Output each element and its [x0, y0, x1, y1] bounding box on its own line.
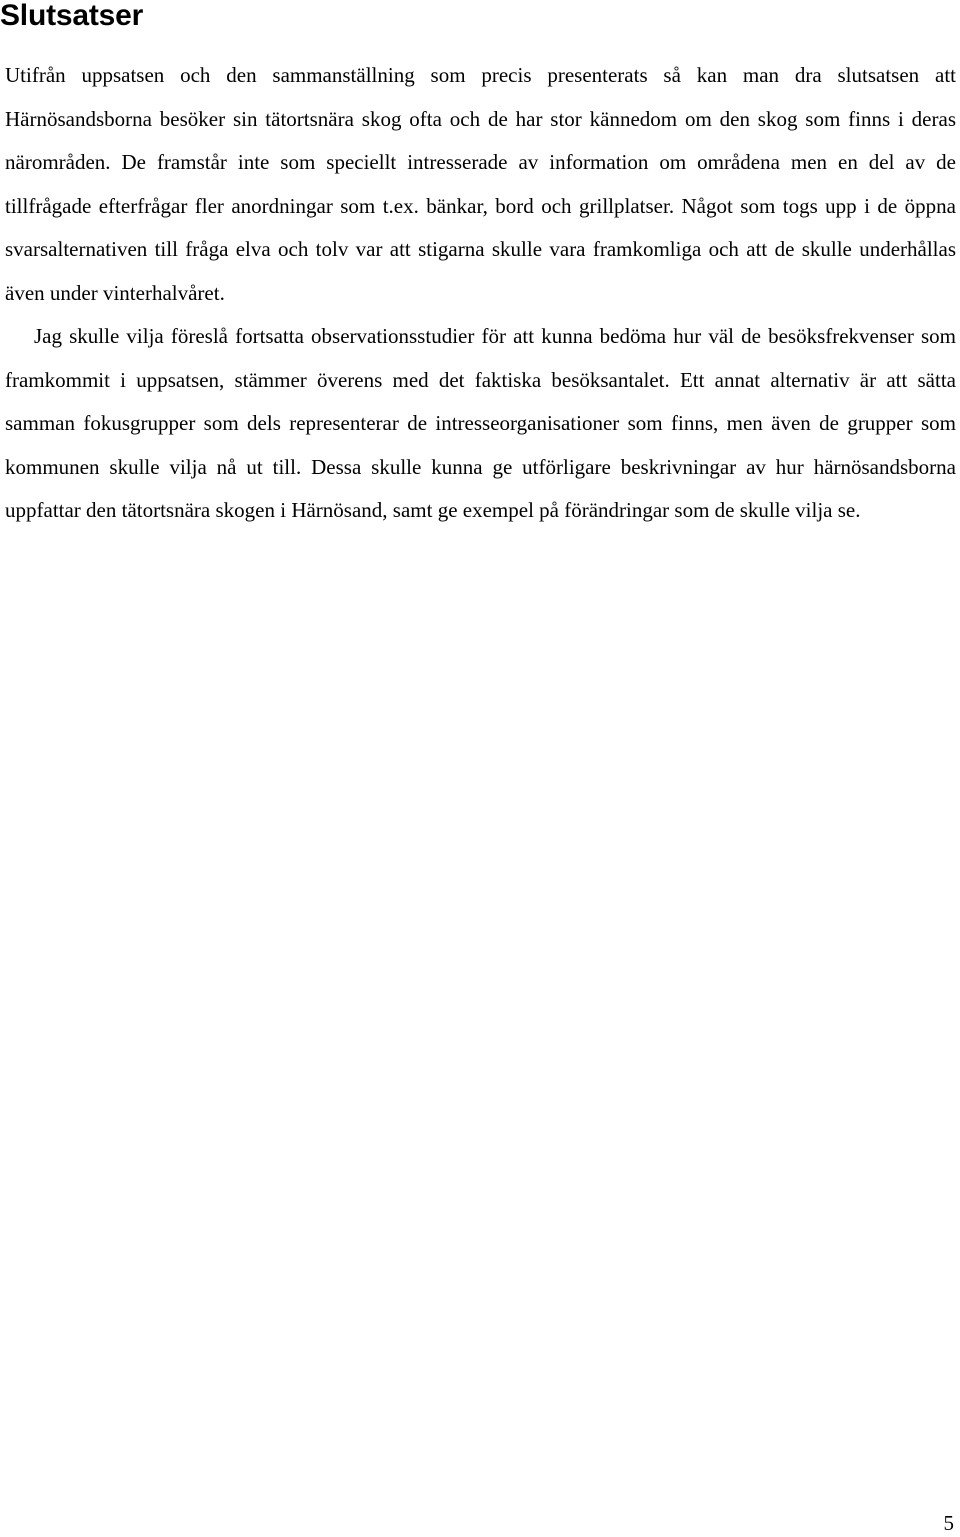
body-text	[5, 54, 956, 533]
paragraph-suggestions: Jag skulle vilja föreslå fortsatta observationsstudier för att kunna bedöma hur väl de besöksfrekvenser som framkommit i uppsatsen, stämmer överens med det faktiska besöksantalet. Ett annat alternativ är att sätta samman fokusgrupper som dels representerar de intresseorganisationer som finns, men även de grupper som kommunen skulle vilja nå ut till. Dessa skulle kunna ge utförligare beskrivningar av hur härnösandsborna uppfattar den tätortsnära skogen i Härnösand, samt ge exempel på förändringar som de skulle vilja se.	[5, 324, 956, 522]
paragraph-conclusions: Utifrån uppsatsen och den sammanställning som precis presenterats så kan man dra slutsatsen att Härnösandsborna besöker sin tätortsnära skog ofta och de har stor kännedom om den skog som finns i deras närområden. De framstår inte som speciellt intresserade av information om områdena men en del av de tillfrågade efterfrågar fler anordningar som t.ex. bänkar, bord och grillplatser. Något som togs upp i de öppna svarsalternativen till fråga elva och tolv var att stigarna skulle vara framkomliga och att de skulle underhållas även under vinterhalvåret.	[5, 63, 956, 305]
section-heading: Slutsatser	[0, 0, 144, 32]
page-number: 5	[943, 1511, 954, 1535]
